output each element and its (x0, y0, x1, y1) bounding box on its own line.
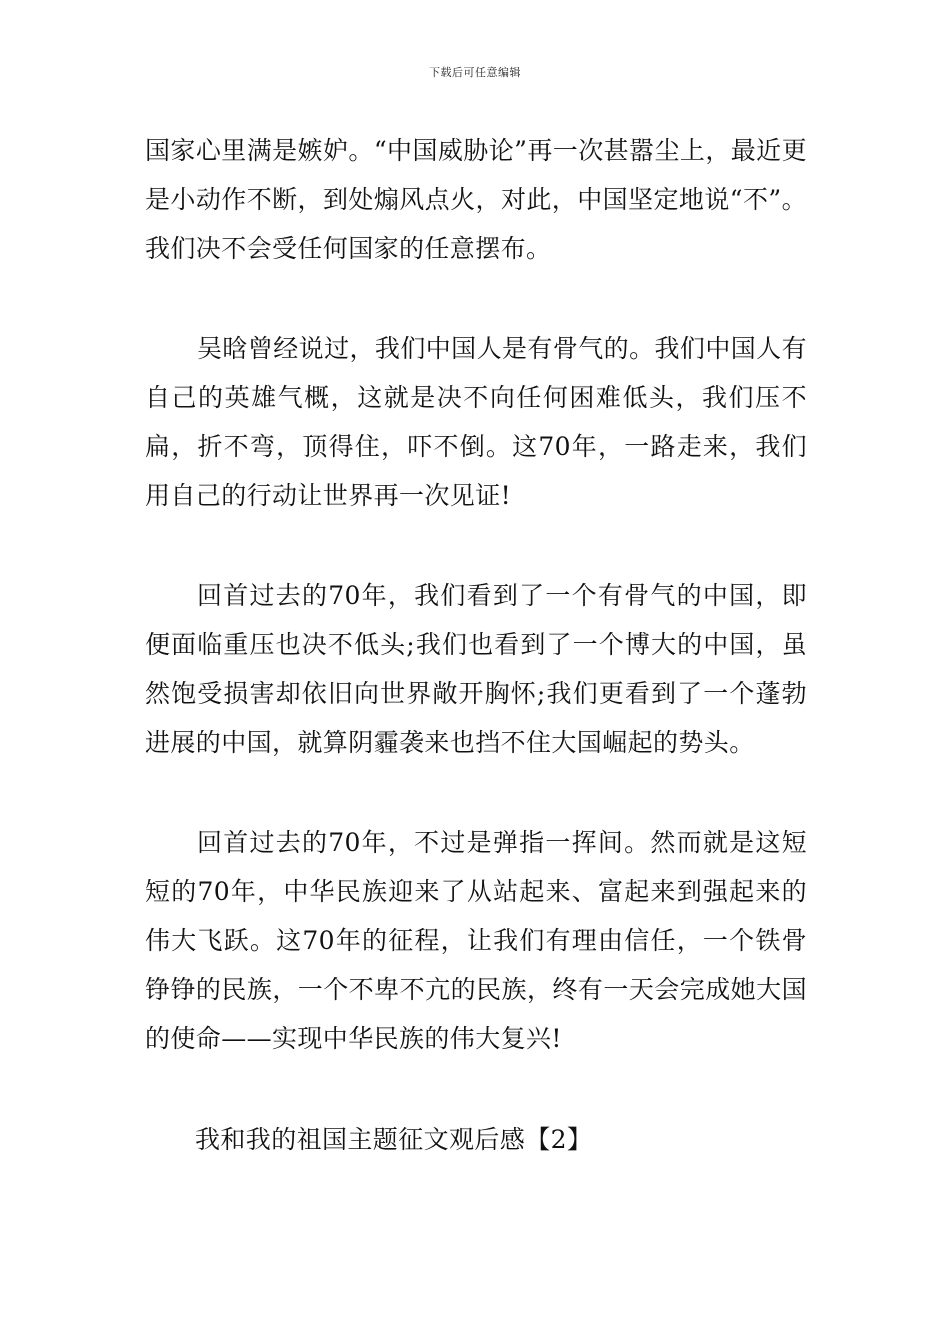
paragraph-continuation: 国家心里满是嫉妒。“中国威胁论”再一次甚嚣尘上，最近更是小动作不断，到处煽风点火，对此，中国坚定地说“不”。我们决不会受任何国家的任意摆布。 (145, 136, 807, 263)
paragraph-70-years-leap: 回首过去的70年，不过是弹指一挥间。然而就是这短短的70年，中华民族迎来了从站起来、富起来到强起来的伟大飞跃。这70年的征程，让我们有理由信任，一个铁骨铮铮的民族，一个不卑不亢的民族，终有一天会完成她大国的使命——实现中华民族的伟大复兴! (145, 828, 807, 1053)
page-header: 下载后可任意编辑 (429, 66, 521, 79)
paragraph-70-years-review: 回首过去的70年，我们看到了一个有骨气的中国，即便面临重压也决不低头;我们也看到了一个博大的中国，虽然饱受损害却依旧向世界敞开胸怀;我们更看到了一个蓬勃进展的中国，就算阴霾袭来也挡不住大国崛起的势头。 (145, 581, 807, 757)
paragraph-wu-han: 吴晗曾经说过，我们中国人是有骨气的。我们中国人有自己的英雄气概，这就是决不向任何困难低头，我们压不扁，折不弯，顶得住，吓不倒。这70年，一路走来，我们用自己的行动让世界再一次见证! (145, 334, 807, 510)
document-body (145, 126, 807, 1164)
section-heading: 我和我的祖国主题征文观后感【2】 (195, 1125, 593, 1154)
